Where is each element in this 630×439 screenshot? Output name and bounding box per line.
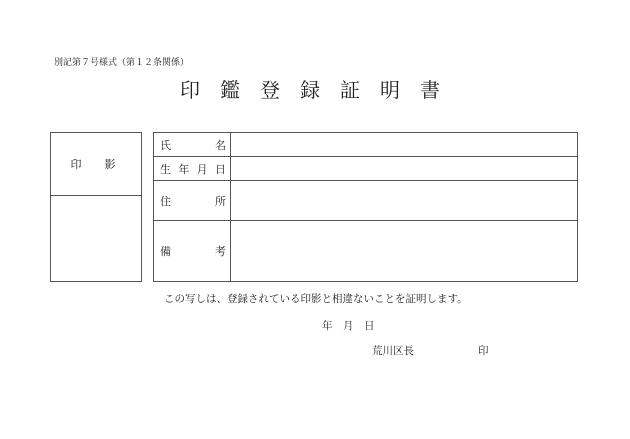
label-name xyxy=(154,133,231,156)
label-char: 年 xyxy=(178,162,190,176)
row-name xyxy=(154,133,577,157)
label-birthdate xyxy=(154,157,231,180)
label-char: 所 xyxy=(215,194,226,208)
label-char: 備 xyxy=(160,245,171,258)
certification-statement: この写しは、登録されている印影と相違ないことを証明します。 xyxy=(164,293,468,305)
row-birthdate xyxy=(154,157,577,181)
label-char: 日 xyxy=(214,162,226,176)
value-remarks xyxy=(231,221,577,281)
seal-impression-label: 印 影 xyxy=(51,133,141,196)
seal-impression-box xyxy=(50,132,142,282)
label-char: 名 xyxy=(215,138,226,152)
label-remarks xyxy=(154,221,231,281)
form-reference: 別記第７号様式（第１２条関係） xyxy=(54,58,190,68)
label-char: 住 xyxy=(160,194,171,208)
document-title: 印鑑登録証明書 xyxy=(180,78,460,102)
label-char: 生 xyxy=(160,162,171,176)
label-char: 考 xyxy=(215,245,226,258)
label-char: 氏 xyxy=(160,138,171,152)
issue-date-line: 年 月 日 xyxy=(322,320,375,332)
value-birthdate xyxy=(231,157,577,180)
label-char: 月 xyxy=(196,162,208,176)
label-address xyxy=(154,181,231,220)
value-address xyxy=(231,181,577,220)
registrant-info-table xyxy=(153,132,578,282)
official-seal-mark: 印 xyxy=(478,345,489,357)
row-address xyxy=(154,181,577,221)
issuer-name: 荒川区長 xyxy=(372,345,414,357)
row-remarks xyxy=(154,221,577,281)
value-name xyxy=(231,133,577,156)
